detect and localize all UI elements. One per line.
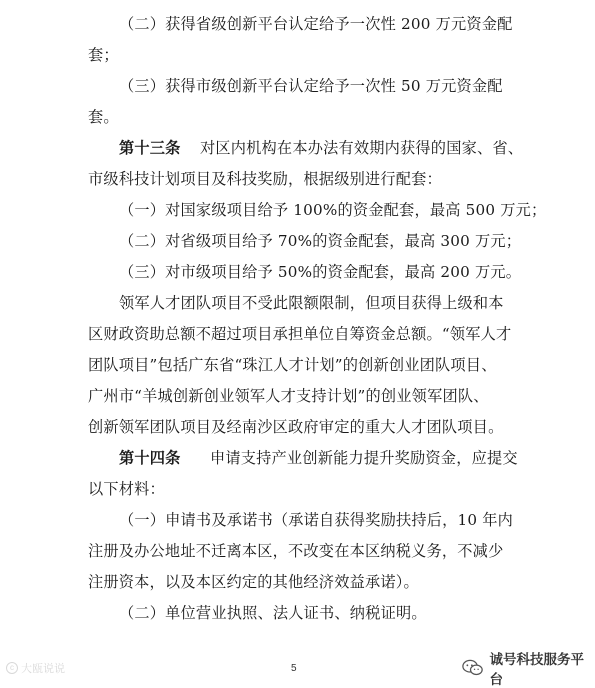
text-line-18: 注册及办公地址不迁离本区，不改变在本区纳税义务，不减少 <box>88 541 503 561</box>
wechat-icon <box>462 659 484 677</box>
article-14-heading: 第十四条 <box>119 448 181 468</box>
text-line-11: 区财政资助总额不超过项目承担单位自筹资金总额。“领军人才 <box>88 324 511 344</box>
article-13-heading: 第十三条 <box>119 138 181 158</box>
text-line-16: 以下材料： <box>88 479 165 499</box>
article-13-text: 对区内机构在本办法有效期内获得的国家、省、 <box>200 138 523 158</box>
text-line-1: （二）获得省级创新平台认定给予一次性 200 万元资金配 <box>119 14 513 34</box>
text-line-19: 注册资本，以及本区约定的其他经济效益承诺）。 <box>88 572 419 592</box>
text-line-10: 领军人才团队项目不受此限额限制，但项目获得上级和本 <box>119 293 504 313</box>
text-line-20: （二）单位营业执照、法人证书、纳税证明。 <box>119 603 427 623</box>
text-line-6: 市级科技计划项目及科技奖励，根据级别进行配套： <box>88 169 442 189</box>
page-number: 5 <box>291 663 297 674</box>
watermark-right-text: 诚号科技服务平台 <box>490 648 595 688</box>
watermark-left <box>6 660 65 676</box>
text-line-4: 套。 <box>88 107 119 127</box>
text-line-12: 团队项目”包括广东省“珠江人才计划”的创新创业团队项目、 <box>88 355 497 375</box>
watermark-left-text: 大瓯说说 <box>21 660 65 676</box>
watermark-right <box>462 648 595 688</box>
text-line-8: （二）对省级项目给予 70%的资金配套，最高 300 万元； <box>119 231 521 251</box>
article-14-text: 申请支持产业创新能力提升奖励资金，应提交 <box>210 448 518 468</box>
copyright-icon: c <box>6 662 18 674</box>
text-line-2: 套； <box>88 45 119 65</box>
text-line-17: （一）申请书及承诺书（承诺自获得奖励扶持后，10 年内 <box>119 510 513 530</box>
text-line-7: （一）对国家级项目给予 100%的资金配套，最高 500 万元； <box>119 200 546 220</box>
text-line-13: 广州市“羊城创新创业领军人才支持计划”的创业领军团队、 <box>88 386 489 406</box>
text-line-3: （三）获得市级创新平台认定给予一次性 50 万元资金配 <box>119 76 503 96</box>
text-line-14: 创新领军团队项目及经南沙区政府审定的重大人才团队项目。 <box>88 417 503 437</box>
text-line-9: （三）对市级项目给予 50%的资金配套，最高 200 万元。 <box>119 262 521 282</box>
